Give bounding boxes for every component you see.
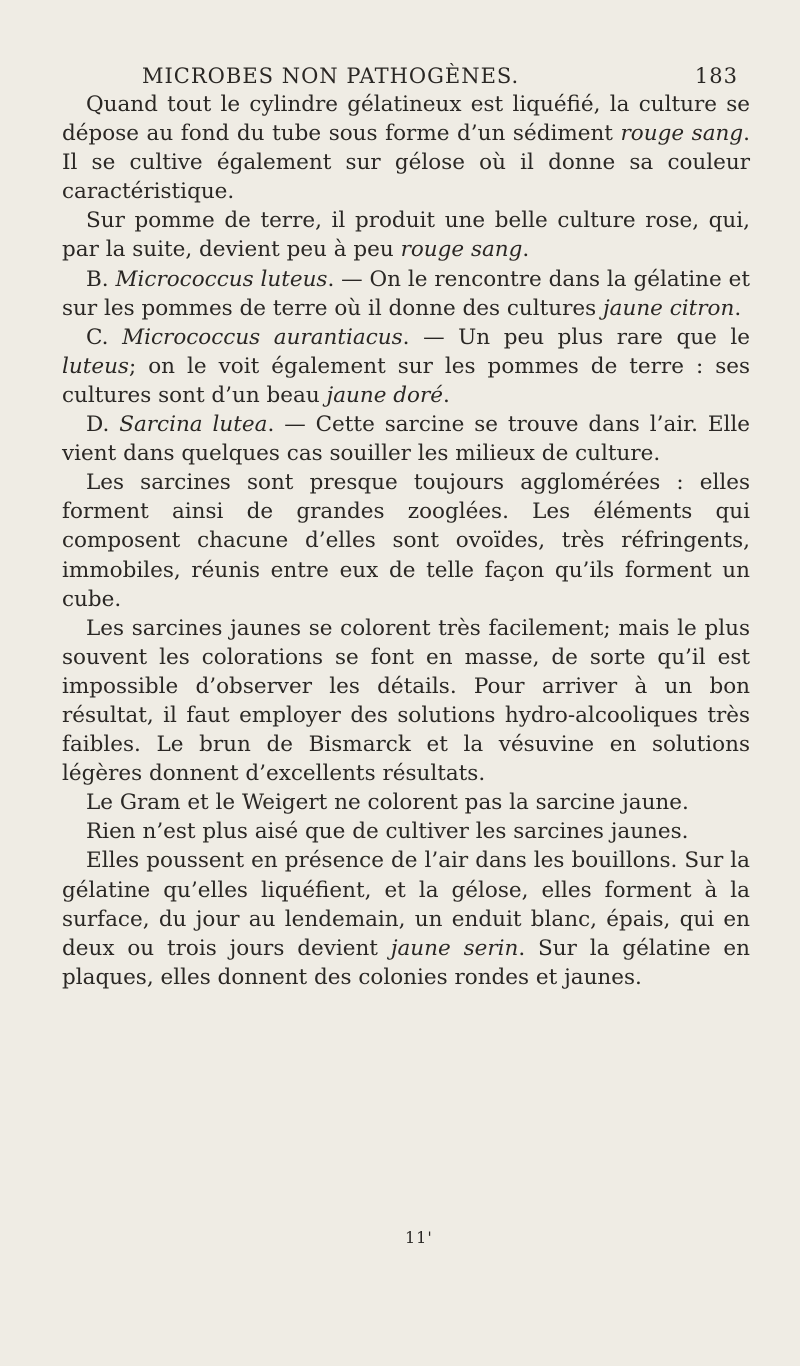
text-run: . Sur la gélatine en plaques, elles donnent des colonies rondes et jaunes. bbox=[62, 935, 751, 990]
page-number: 183 bbox=[694, 64, 738, 88]
paragraph bbox=[62, 410, 750, 468]
text-run: C. bbox=[86, 324, 123, 350]
text-run: . Il se cultive également sur gélose où il donne sa couleur caractéristique. bbox=[62, 121, 750, 205]
text-run: Sur pomme de terre, il produit une belle culture rose, qui, par la suite, devient peu à peu bbox=[62, 208, 750, 263]
italic-term: rouge sang bbox=[400, 237, 523, 263]
text-run: . — Un peu plus rare que le bbox=[402, 324, 750, 350]
paragraph bbox=[62, 265, 750, 323]
italic-term: jaune doré bbox=[326, 382, 443, 408]
italic-term: Micrococcus aurantiacus bbox=[122, 324, 403, 350]
text-run: B. bbox=[86, 266, 116, 292]
paragraph bbox=[62, 323, 750, 410]
italic-term: luteus bbox=[62, 353, 129, 379]
text-run: . bbox=[522, 237, 530, 263]
italic-term: Micrococcus luteus bbox=[115, 266, 328, 292]
body-text bbox=[62, 90, 750, 992]
paragraph bbox=[62, 614, 750, 789]
text-run: . bbox=[442, 382, 450, 408]
paragraph bbox=[62, 846, 750, 991]
text-run: Rien n’est plus aisé que de cultiver les sarcines jaunes. bbox=[86, 819, 689, 845]
paragraph bbox=[62, 206, 750, 264]
text-run: Quand tout le cylindre gélatineux est liquéfié, la culture se dépose au fond du tube sous forme d’un sédiment bbox=[62, 92, 750, 147]
text-run: Le Gram et le Weigert ne colorent pas la sarcine jaune. bbox=[86, 790, 689, 816]
paragraph bbox=[62, 817, 750, 846]
italic-term: rouge sang bbox=[620, 121, 744, 147]
text-run: Elles poussent en présence de l’air dans les bouillons. Sur la gélatine qu’elles liquéfient, et la gélose, elles forment à la surface, du jour au lendemain, un enduit blanc, épais, qui en deux ou trois jours devient bbox=[62, 848, 750, 961]
text-run: Les sarcines sont presque toujours agglomérées : elles forment ainsi de grandes zooglées. Les éléments qui composent chacune d’elles sont ovoïdes, très réfringents, immobiles, réunis entre eux de telle façon qu’ils forment un cube. bbox=[62, 470, 750, 612]
paragraph bbox=[62, 90, 750, 206]
paragraph bbox=[62, 788, 750, 817]
signature-mark: 11' bbox=[405, 1228, 433, 1247]
text-run: . bbox=[734, 295, 742, 321]
running-title: MICROBES NON PATHOGÈNES. bbox=[142, 64, 520, 88]
text-run: ; on le voit également sur les pommes de terre : ses cultures sont d’un beau bbox=[62, 353, 750, 408]
paragraph bbox=[62, 468, 750, 613]
text-run: Les sarcines jaunes se colorent très facilement; mais le plus souvent les colorations se font en masse, de sorte qu’il est impossible d’observer les détails. Pour arriver à un bon résultat, il faut employer des solutions hydro-alcooliques très faibles. Le brun de Bismarck et la vésuvine en solutions légères donnent d’excellents résultats. bbox=[62, 615, 750, 787]
italic-term: jaune citron bbox=[602, 295, 735, 321]
text-run: . — Cette sarcine se trouve dans l’air. Elle vient dans quelques cas souiller les milieux de culture. bbox=[62, 412, 750, 467]
text-run: . — On le rencontre dans la gélatine et sur les pommes de terre où il donne des cultures bbox=[62, 266, 750, 321]
italic-term: Sarcina lutea bbox=[119, 412, 268, 438]
italic-term: jaune serin bbox=[390, 935, 519, 961]
text-run: D. bbox=[86, 412, 120, 438]
